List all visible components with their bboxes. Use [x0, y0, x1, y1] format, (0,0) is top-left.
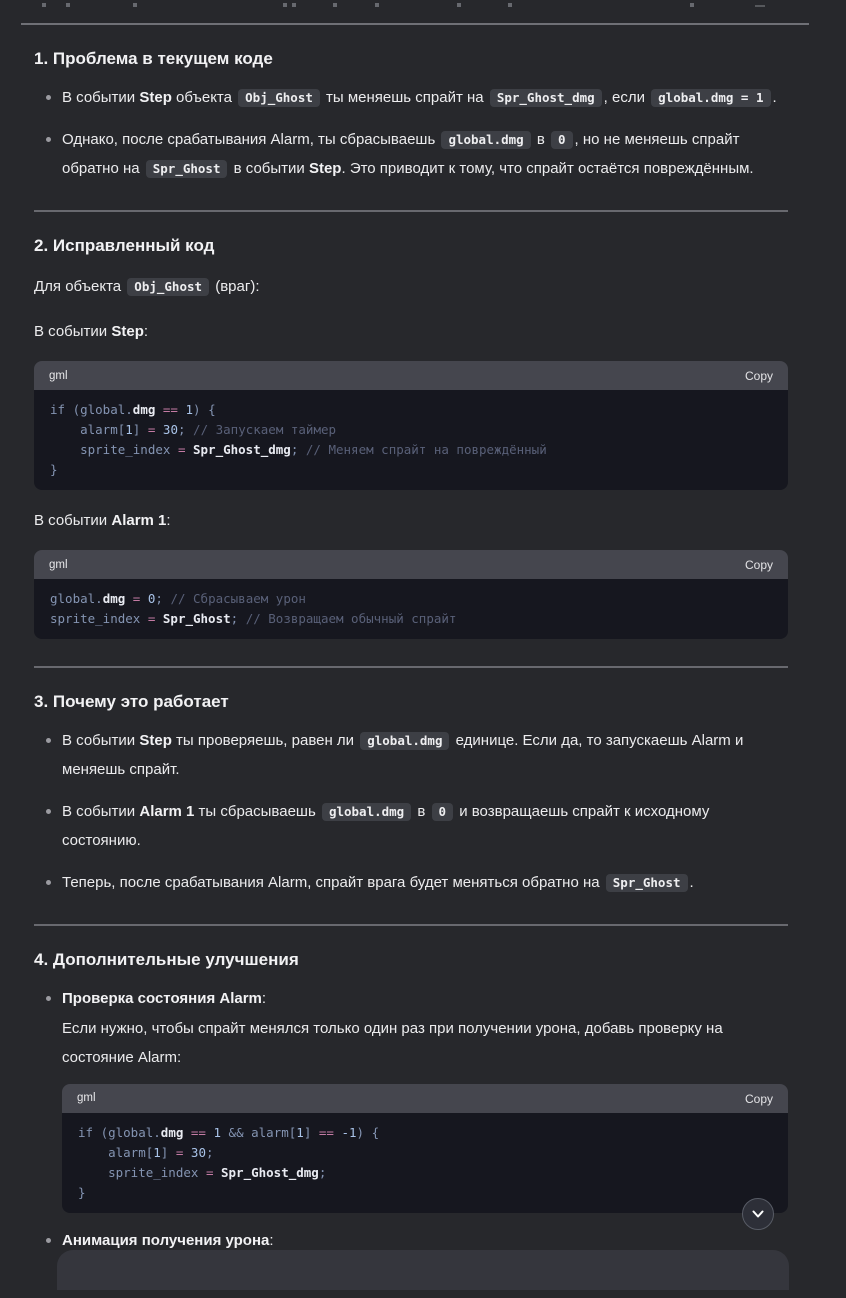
text-run: В событии	[62, 803, 140, 820]
code-block-header	[62, 1084, 788, 1113]
list-item-paragraph	[62, 1014, 788, 1072]
text-run: В событии	[34, 323, 112, 340]
code-token: =	[177, 442, 186, 457]
text-run: ты меняешь спрайт на	[321, 89, 488, 106]
code-token: ]	[160, 1145, 176, 1160]
code-token: dmg	[102, 591, 126, 606]
code-block	[34, 550, 788, 639]
code-token: -1	[341, 1125, 357, 1140]
inline-code: 0	[551, 131, 573, 149]
list-item	[34, 83, 788, 112]
chevron-down-icon	[751, 1207, 765, 1221]
text-run: :	[269, 1232, 274, 1249]
code-token: ;	[205, 1145, 214, 1160]
code-token: ) {	[356, 1125, 380, 1140]
code-token: =	[132, 591, 141, 606]
code-token	[155, 611, 163, 626]
code-token: }	[50, 462, 58, 477]
code-token	[155, 422, 163, 437]
text-run: ты сбрасываешь	[194, 803, 320, 820]
inline-code: Obj_Ghost	[127, 278, 209, 296]
code-token: Spr_Ghost_dmg	[221, 1165, 319, 1180]
code-line	[78, 1183, 772, 1203]
code-token: // Сбрасываем урон	[170, 591, 306, 606]
code-token	[140, 591, 148, 606]
code-language-label: gml	[49, 369, 68, 382]
bullet-list	[34, 83, 788, 183]
code-line	[78, 1143, 772, 1163]
text-run: Однако, после срабатывания Alarm, ты сбрасываешь	[62, 131, 440, 148]
code-token: =	[175, 1145, 184, 1160]
code-token: ==	[190, 1125, 206, 1140]
bold-text: Step	[111, 323, 144, 340]
code-line	[50, 589, 772, 609]
text-run: В событии	[62, 732, 140, 749]
paragraph	[34, 506, 788, 535]
code-token: 0	[147, 591, 156, 606]
bold-text: Проверка состояния Alarm	[62, 990, 262, 1007]
code-token: sprite_index	[50, 442, 178, 457]
code-token: ;	[318, 1165, 327, 1180]
code-token: dmg	[132, 402, 156, 417]
code-block-header	[34, 550, 788, 579]
section-divider	[34, 924, 788, 926]
code-token: 1	[153, 1145, 161, 1160]
code-token: dmg	[160, 1125, 184, 1140]
code-line	[50, 400, 772, 420]
code-token: alarm[	[50, 422, 126, 437]
code-token: ==	[318, 1125, 334, 1140]
code-token: =	[147, 611, 156, 626]
bold-text: Step	[139, 89, 172, 106]
code-token: sprite_index	[78, 1165, 206, 1180]
paragraph	[34, 272, 788, 301]
code-token: // Запускаем таймер	[193, 422, 337, 437]
code-content	[34, 579, 788, 639]
text-run: единице. Если да, то запускаешь Alarm и меняешь спрайт.	[62, 732, 744, 778]
code-line	[78, 1123, 772, 1143]
code-block-header	[34, 361, 788, 390]
code-token: && alarm[	[221, 1125, 297, 1140]
code-token	[213, 1165, 221, 1180]
copy-button[interactable]: Copy	[744, 557, 773, 572]
copy-button[interactable]: Copy	[744, 368, 773, 383]
code-token: if (global.	[78, 1125, 161, 1140]
code-token	[206, 1125, 214, 1140]
text-run: в	[532, 131, 550, 148]
list-item	[34, 726, 788, 784]
section-heading: 1. Проблема в текущем коде	[34, 49, 273, 68]
code-language-label: gml	[77, 1092, 96, 1104]
code-token: ==	[162, 402, 178, 417]
list-item	[34, 797, 788, 855]
list-item	[34, 125, 788, 183]
code-token: // Меняем спрайт на повреждённый	[305, 442, 547, 457]
list-item	[34, 984, 788, 1213]
code-line	[50, 420, 772, 440]
code-token: =	[147, 422, 156, 437]
code-token: ;	[177, 422, 194, 437]
inline-code: Spr_Ghost	[606, 874, 688, 892]
text-run: . Это приводит к тому, что спрайт остаётся повреждённым.	[341, 160, 754, 177]
code-token: // Возвращаем обычный спрайт	[245, 611, 457, 626]
copy-button[interactable]: Copy	[744, 1091, 773, 1106]
code-token: alarm[	[78, 1145, 154, 1160]
bullet-list	[34, 984, 788, 1285]
code-token: 1	[213, 1125, 222, 1140]
code-token: 1	[125, 422, 133, 437]
text-run: , если	[603, 89, 650, 106]
section-divider	[34, 666, 788, 668]
code-token: sprite_index	[50, 611, 148, 626]
inline-code: global.dmg	[322, 803, 411, 821]
code-token	[155, 402, 163, 417]
code-token: 30	[162, 422, 178, 437]
code-token: =	[205, 1165, 214, 1180]
bullet-list	[34, 726, 788, 897]
code-token: Spr_Ghost_dmg	[193, 442, 291, 457]
code-token: }	[78, 1185, 86, 1200]
message-input[interactable]	[57, 1250, 789, 1290]
inline-code: Spr_Ghost_dmg	[490, 89, 602, 107]
code-token: ;	[290, 442, 306, 457]
inline-code: global.dmg	[360, 732, 449, 750]
code-block	[34, 361, 788, 490]
paragraph	[34, 317, 788, 346]
bold-text: Alarm 1	[139, 803, 195, 820]
text-run: Для объекта	[34, 278, 126, 295]
inline-code: Spr_Ghost	[146, 160, 228, 178]
text-run: .	[772, 89, 777, 106]
section-heading: 4. Дополнительные улучшения	[34, 950, 299, 969]
code-content	[34, 390, 788, 490]
code-token: ;	[230, 611, 246, 626]
bold-text: Alarm 1	[111, 512, 167, 529]
message-content	[34, 25, 788, 1298]
section-heading: 2. Исправленный код	[34, 236, 215, 255]
text-run: :	[166, 512, 171, 529]
inline-code: Obj_Ghost	[238, 89, 320, 107]
list-item	[34, 868, 788, 897]
code-line	[78, 1163, 772, 1183]
code-line	[50, 609, 772, 629]
bold-text: Step	[308, 160, 342, 177]
text-run: в	[413, 803, 430, 820]
code-token: global.	[50, 591, 103, 606]
text-run: объекта	[171, 89, 237, 106]
code-token: ) {	[193, 402, 216, 417]
code-block	[62, 1084, 788, 1213]
code-token	[178, 402, 186, 417]
code-token: ;	[155, 591, 171, 606]
text-run: и возвращаешь спрайт к исходному состоянию.	[62, 803, 710, 849]
code-line	[50, 440, 772, 460]
code-token	[183, 1145, 191, 1160]
inline-code: global.dmg = 1	[651, 89, 770, 107]
text-run: (враг):	[211, 278, 260, 295]
code-content	[62, 1113, 788, 1213]
text-run: :	[143, 323, 149, 340]
inline-code: 0	[432, 803, 454, 821]
inline-code: global.dmg	[441, 131, 530, 149]
code-token: Spr_Ghost	[162, 611, 231, 626]
bold-text: Step	[139, 732, 172, 749]
section-heading: 3. Почему это работает	[34, 692, 229, 711]
bold-text: Анимация получения урона	[62, 1232, 270, 1249]
text-run: ты проверяешь, равен ли	[171, 732, 359, 749]
text-run: В событии	[34, 512, 112, 529]
text-run: В событии	[62, 89, 140, 106]
code-token	[125, 591, 133, 606]
text-run: :	[261, 990, 267, 1007]
text-run: Если нужно, чтобы спрайт менялся только один раз при получении урона, добавь проверку на состояние Alarm:	[62, 1020, 723, 1066]
code-token	[183, 1125, 191, 1140]
text-run: .	[689, 874, 694, 891]
code-token: ]	[303, 1125, 319, 1140]
code-line	[50, 460, 772, 480]
code-language-label: gml	[49, 558, 68, 571]
clipped-text-remnant	[0, 0, 846, 10]
code-token: ]	[132, 422, 148, 437]
text-run: в событии	[229, 160, 309, 177]
code-token: if (global.	[50, 402, 133, 417]
code-token: 1	[296, 1125, 304, 1140]
section-divider	[34, 210, 788, 212]
scroll-to-bottom-button[interactable]	[742, 1198, 774, 1230]
code-token: 1	[185, 402, 194, 417]
code-token: 30	[190, 1145, 206, 1160]
code-token	[185, 442, 193, 457]
text-run: Теперь, после срабатывания Alarm, спрайт врага будет меняться обратно на	[62, 874, 604, 891]
text-run: , но не меняешь спрайт обратно на	[62, 131, 740, 177]
